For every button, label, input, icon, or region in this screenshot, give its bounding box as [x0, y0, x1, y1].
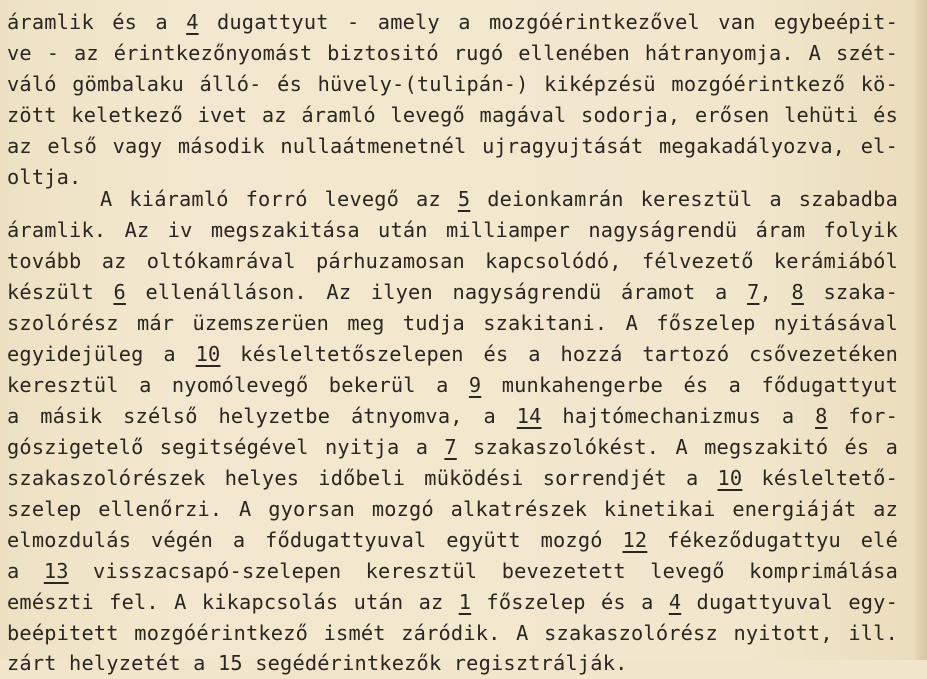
- text-line: [7, 648, 898, 679]
- text-line: [7, 246, 898, 277]
- text-line: [7, 463, 898, 494]
- text-run: zött keletkező ivet az áramló levegő magával sodorja, erősen lehüti és: [7, 103, 898, 127]
- component-reference-number: 13: [43, 559, 69, 583]
- component-reference-number: 9: [468, 373, 482, 397]
- text-run: készült: [7, 280, 114, 304]
- text-run: áramlik és a: [7, 10, 187, 34]
- text-line: [7, 215, 898, 246]
- text-line: [7, 69, 898, 100]
- text-run: szelep ellenőrzi. A gyorsan mozgó alkatrészek kinetikai energiáját az: [7, 497, 898, 521]
- text-run: A kiáramló forró levegő az: [100, 187, 458, 211]
- component-reference-number: 12: [622, 528, 648, 552]
- text-run: a másik szélső helyzetbe átnyomva, a: [7, 404, 517, 428]
- text-line: [7, 401, 898, 432]
- text-line: [7, 7, 898, 38]
- text-run: egyidejüleg a: [7, 342, 196, 366]
- page-edge-shadow: [913, 0, 927, 660]
- text-run: emészti fel. A kikapcsolás után az: [7, 590, 459, 614]
- text-run: hajtómechanizmus a: [541, 404, 816, 428]
- text-run: ve - az érintkezőnyomást biztositó rugó ellenében hátranyomja. A szét-: [7, 41, 898, 65]
- text-run: késleltető-: [742, 466, 898, 490]
- text-run: beépitett mozgóérintkező ismét záródik. A szakaszolórész nyitott, ill.: [7, 621, 898, 645]
- component-reference-number: 4: [668, 590, 682, 614]
- text-line: [7, 131, 898, 162]
- text-line: [7, 308, 898, 339]
- text-run: ,: [759, 280, 792, 304]
- text-line: [7, 587, 898, 618]
- text-run: szolórész már üzemszerüen meg tudja szakitani. A főszelep nyitásával: [7, 311, 898, 335]
- component-reference-number: 5: [457, 187, 471, 211]
- text-run: zárt helyzetét a 15 segédérintkezők regisztrálják.: [7, 651, 628, 675]
- text-run: keresztül a nyomólevegő bekerül a: [7, 373, 469, 397]
- text-run: for-: [827, 404, 898, 428]
- text-line: [7, 618, 898, 649]
- component-reference-number: 7: [444, 435, 457, 459]
- text-line: [7, 432, 898, 463]
- text-run: áramlik. Az iv megszakitása után milliamper nagyságrendü áram folyik: [7, 218, 898, 242]
- text-line: [7, 277, 898, 308]
- text-run: késleltetőszelepen és a hozzá tartozó csővezetéken: [220, 342, 898, 366]
- text-line: [7, 339, 898, 370]
- text-run: szakaszolórészek helyes időbeli müködési sorrendjét a: [7, 466, 718, 490]
- text-run: fékeződugattyu elé: [647, 528, 898, 552]
- component-reference-number: 10: [195, 342, 221, 366]
- text-line: [7, 370, 898, 401]
- text-run: az első vagy második nullaátmenetnél ujragyujtását megakadályozva, el-: [7, 134, 898, 158]
- text-run: ellenálláson. Az ilyen nagyságrendü áramot a: [125, 280, 748, 304]
- text-run: elmozdulás végén a fődugattyuval együtt mozgó: [7, 528, 623, 552]
- text-line: [100, 184, 898, 215]
- component-reference-number: 6: [113, 280, 126, 304]
- text-run: gószigetelő segitségével nyitja a: [7, 435, 445, 459]
- text-run: oltja.: [7, 165, 82, 189]
- component-reference-number: 4: [186, 10, 199, 34]
- text-run: főszelep és a: [471, 590, 669, 614]
- component-reference-number: 8: [815, 404, 828, 428]
- text-line: [7, 494, 898, 525]
- component-reference-number: 14: [516, 404, 542, 428]
- text-run: dugattyuval egy-: [681, 590, 898, 614]
- text-run: deionkamrán keresztül a szabadba: [470, 187, 898, 211]
- text-run: szaka-: [803, 280, 898, 304]
- text-run: a: [7, 559, 44, 583]
- text-run: váló gömbalaku álló- és hüvely-(tulipán-) kiképzésü mozgóérintkező kö-: [7, 72, 898, 96]
- component-reference-number: 7: [747, 280, 760, 304]
- text-run: munkahengerbe és a fődugattyut: [481, 373, 899, 397]
- text-line: [7, 525, 898, 556]
- text-line: [7, 38, 898, 69]
- text-run: tovább az oltókamrával párhuzamosan kapcsolódó, félvezető kerámiából: [7, 249, 898, 273]
- text-line: [7, 556, 898, 587]
- text-run: dugattyut - amely a mozgóérintkezővel van egybeépit-: [198, 10, 898, 34]
- component-reference-number: 8: [791, 280, 804, 304]
- component-reference-number: 1: [458, 590, 472, 614]
- text-run: szakaszolókést. A megszakitó és a: [456, 435, 899, 459]
- component-reference-number: 10: [717, 466, 743, 490]
- text-run: visszacsapó-szelepen keresztül bevezetett levegő komprimálása: [68, 559, 898, 583]
- text-line: [7, 100, 898, 131]
